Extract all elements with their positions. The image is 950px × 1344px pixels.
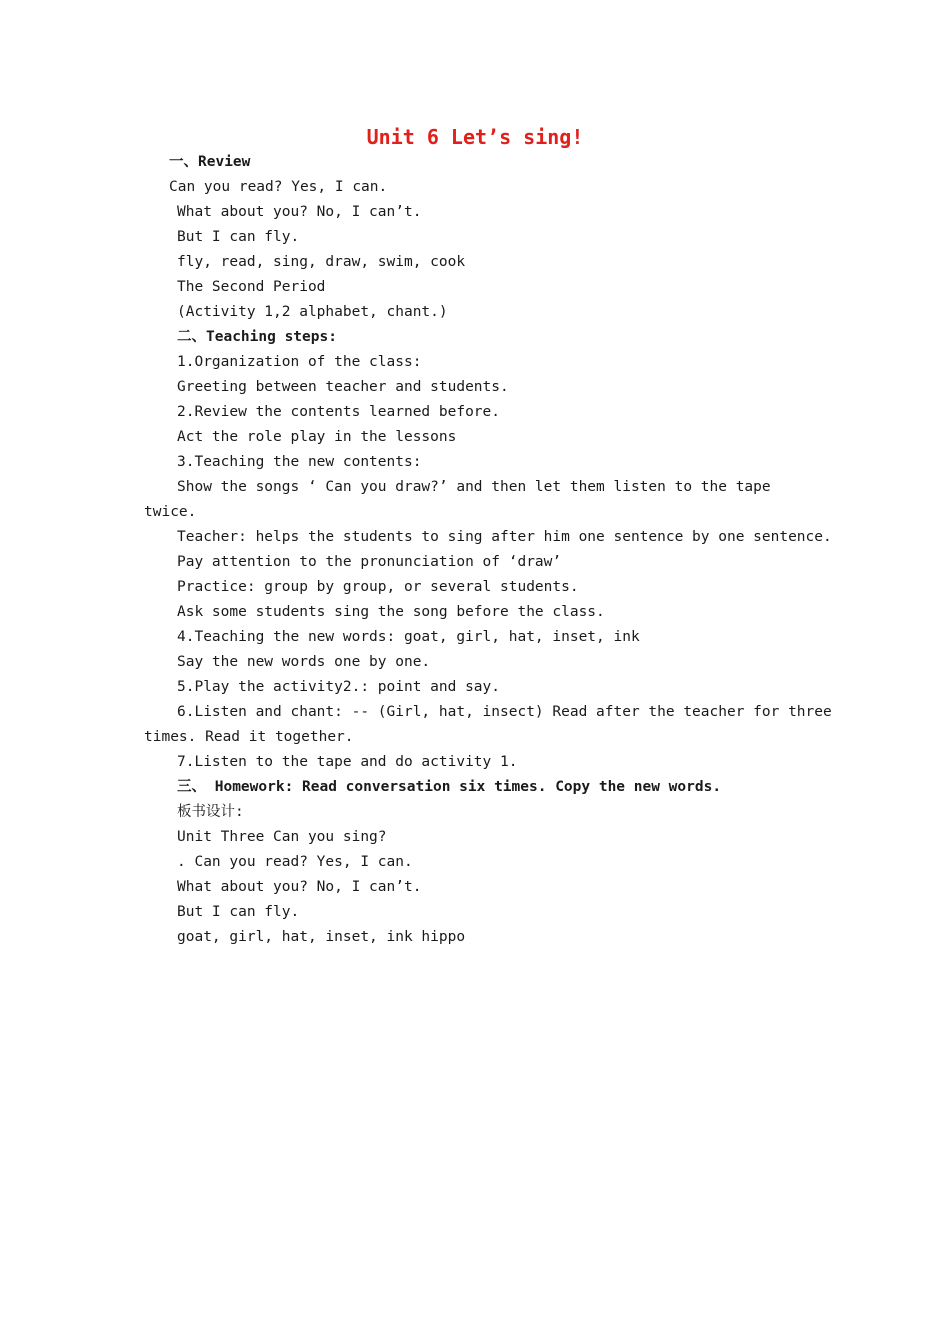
text-line: goat, girl, hat, inset, ink hippo [177,929,466,945]
text-line: Teacher: helps the students to sing after him one sentence by one sentence. [177,529,832,545]
text-line: Ask some students sing the song before the class. [177,604,605,620]
text-line-continuation: times. Read it together. [144,729,354,745]
text-line: Unit Three Can you sing? [177,829,387,845]
text-line: Pay attention to the pronunciation of ‘draw’ [177,554,562,570]
text-line: 6.Listen and chant: -- (Girl, hat, insect) Read after the teacher for three [177,704,832,720]
document-title: Unit 6 Let’s sing! [366,125,584,149]
text-line: 2.Review the contents learned before. [177,404,501,420]
text-line: 4.Teaching the new words: goat, girl, hat, inset, ink [177,629,640,645]
text-line: Show the songs ‘ Can you draw?’ and then let them listen to the tape [177,479,771,495]
text-line: Act the role play in the lessons [177,429,457,445]
text-line: 5.Play the activity2.: point and say. [177,679,501,695]
text-line: Can you read? Yes, I can. [169,179,388,195]
section-heading-homework: 三、 Homework: Read conversation six times. Copy the new words. [177,779,722,795]
text-line: What about you? No, I can’t. [177,204,422,220]
text-line: fly, read, sing, draw, swim, cook [177,254,466,270]
text-line: Greeting between teacher and students. [177,379,509,395]
text-line: 1.Organization of the class: [177,354,422,370]
text-line: 7.Listen to the tape and do activity 1. [177,754,518,770]
text-line-continuation: twice. [144,504,197,520]
document-body [144,150,832,950]
text-line: But I can fly. [177,904,300,920]
text-line: Say the new words one by one. [177,654,431,670]
text-line: The Second Period [177,279,326,295]
text-line: Practice: group by group, or several students. [177,579,579,595]
section-heading-review: 一、Review [169,154,251,170]
text-line: . Can you read? Yes, I can. [177,854,413,870]
text-line: What about you? No, I can’t. [177,879,422,895]
text-line: 3.Teaching the new contents: [177,454,422,470]
board-design-heading: 板书设计: [177,804,244,820]
section-heading-teaching-steps: 二、Teaching steps: [177,329,337,345]
text-line: (Activity 1,2 alphabet, chant.) [177,304,448,320]
text-line: But I can fly. [177,229,300,245]
